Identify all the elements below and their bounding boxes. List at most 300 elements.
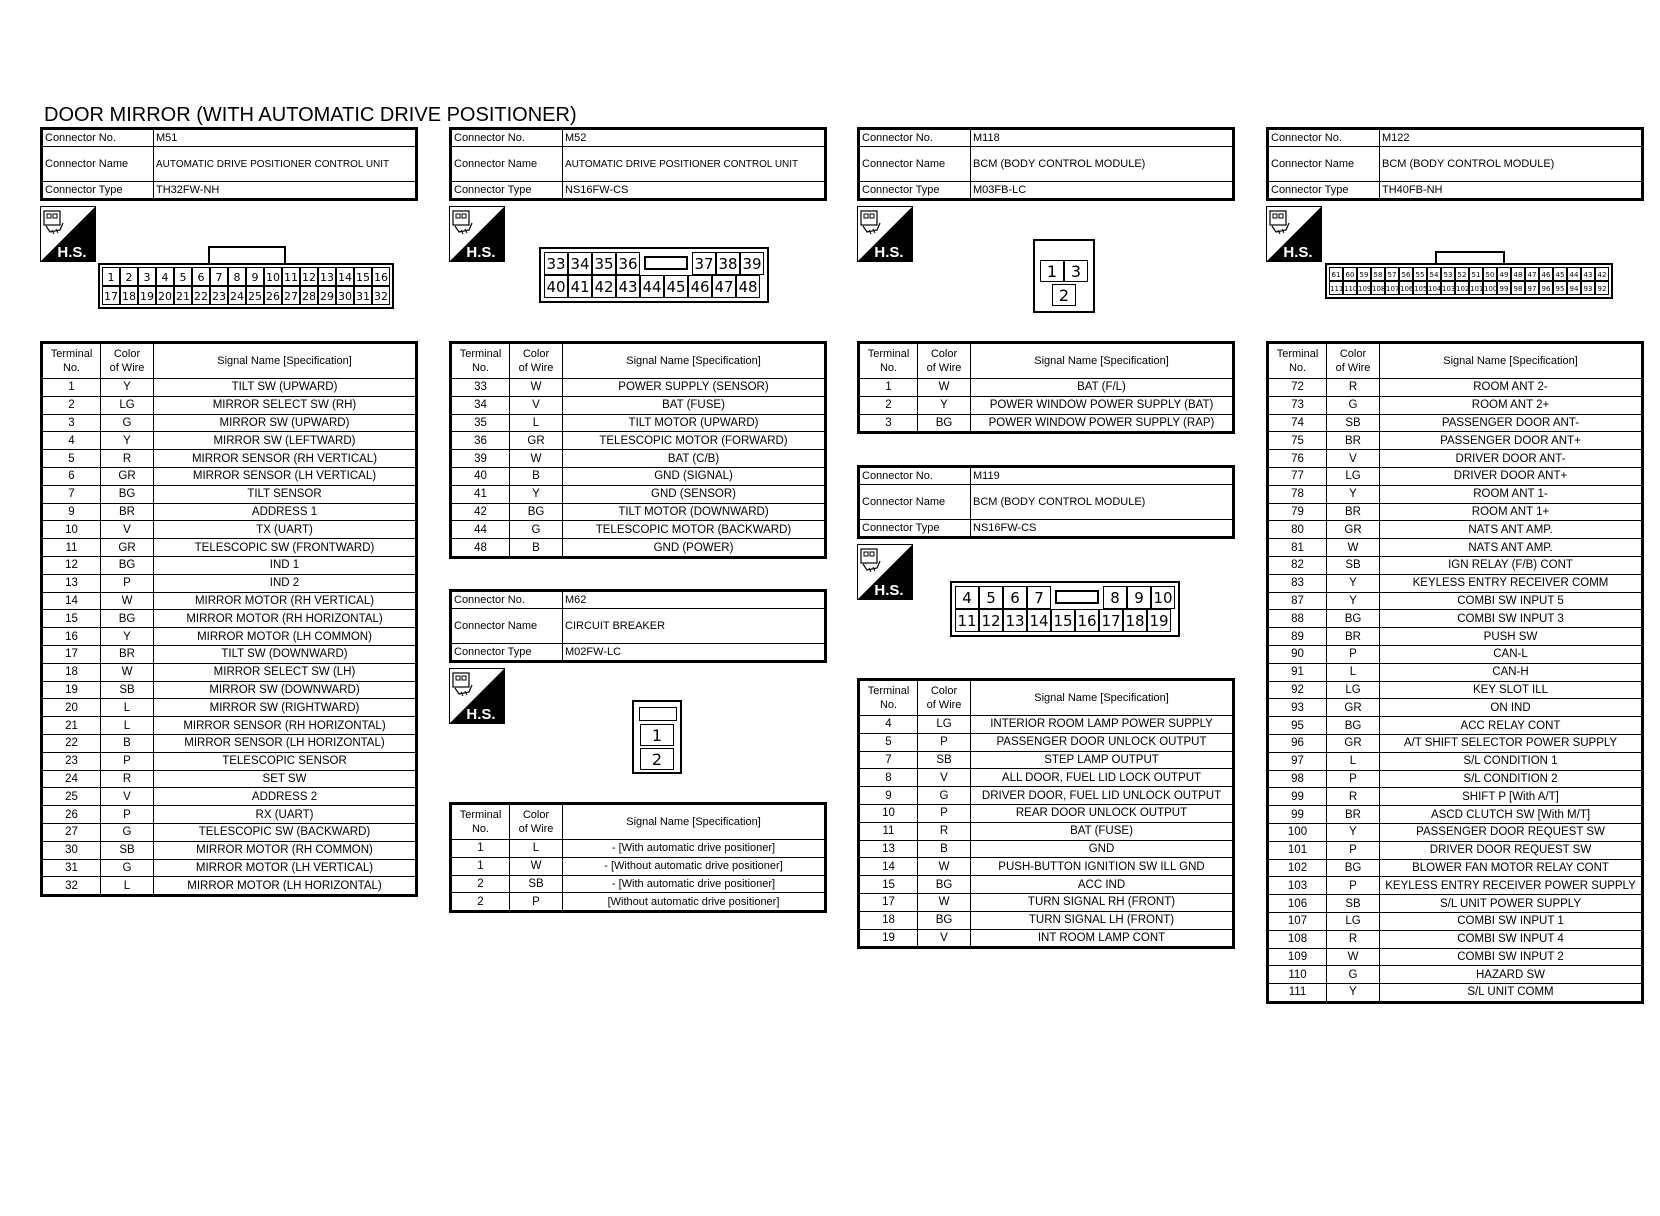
table-row: [43, 645, 416, 663]
table-row: [860, 929, 1233, 947]
signal-name-cell: ON IND: [1380, 699, 1642, 717]
harness-side-icon: [40, 206, 96, 262]
signal-name-cell: IND 2: [154, 574, 416, 592]
signal-name-cell: DRIVER DOOR, FUEL LID UNLOCK OUTPUT: [971, 787, 1233, 805]
signal-name-cell: MIRROR SENSOR (RH HORIZONTAL): [154, 717, 416, 735]
connector-name-value: BCM (BODY CONTROL MODULE): [1380, 147, 1642, 182]
connector-pin: 3: [138, 267, 156, 286]
wire-color-cell: P: [1327, 645, 1380, 663]
terminal-no-cell: 36: [452, 432, 510, 450]
wire-color-cell: W: [918, 379, 971, 397]
connector-name-value: BCM (BODY CONTROL MODULE): [971, 147, 1233, 182]
wire-color-cell: BG: [101, 556, 154, 574]
signal-name-cell: TELESCOPIC SENSOR: [154, 752, 416, 770]
connector-pin: 47: [712, 275, 736, 298]
terminal-no-cell: 35: [452, 414, 510, 432]
connector-pin: 43: [616, 275, 640, 298]
connector-face-m62: [632, 700, 682, 774]
table-row: [860, 840, 1233, 858]
signal-name-cell: BAT (C/B): [563, 450, 825, 468]
connector-name-label: Connector Name: [860, 485, 971, 520]
connector-pin: 61: [1329, 267, 1343, 281]
wire-color-cell: R: [918, 822, 971, 840]
table-header: [452, 805, 825, 840]
table-row: [43, 574, 416, 592]
connector-no-value: M52: [563, 130, 825, 147]
wire-color-cell: W: [918, 893, 971, 911]
terminal-no-cell: 73: [1269, 396, 1327, 414]
connector-pin: 107: [1385, 281, 1399, 295]
wire-color-cell: L: [1327, 663, 1380, 681]
table-row: [1269, 396, 1642, 414]
terminal-table-m62: [449, 802, 827, 913]
connector-face-m122: [1325, 251, 1613, 299]
connector-pin: 33: [544, 252, 568, 275]
connector-pin: 2: [120, 267, 138, 286]
wire-color-cell: V: [101, 788, 154, 806]
connector-info-m119: [857, 465, 1235, 539]
terminal-no-cell: 9: [43, 503, 101, 521]
signal-name-cell: - [Without automatic drive positioner]: [563, 857, 825, 875]
signal-name-cell: BAT (F/L): [971, 379, 1233, 397]
signal-name-cell: ACC IND: [971, 876, 1233, 894]
signal-name-cell: TILT MOTOR (DOWNWARD): [563, 503, 825, 521]
connector-lock-tab: [1435, 251, 1505, 265]
table-row: [1269, 877, 1642, 895]
connector-pin: 110: [1343, 281, 1357, 295]
terminal-no-cell: 8: [860, 769, 918, 787]
connector-pin: 100: [1483, 281, 1497, 295]
signal-name-cell: [Without automatic drive positioner]: [563, 893, 825, 911]
connector-pin: 32: [372, 286, 390, 305]
terminal-no-cell: 11: [43, 539, 101, 557]
terminal-no-cell: 102: [1269, 859, 1327, 877]
connector-pin: 101: [1469, 281, 1483, 295]
wire-color-cell: BR: [1327, 503, 1380, 521]
terminal-no-cell: 99: [1269, 806, 1327, 824]
terminal-no-cell: 31: [43, 859, 101, 877]
wire-color-header: Color of Wire: [510, 344, 563, 379]
terminal-no-cell: 22: [43, 734, 101, 752]
terminal-no-cell: 1: [452, 857, 510, 875]
connector-no-label: Connector No.: [860, 468, 971, 485]
connector-pin: 12: [979, 609, 1003, 632]
connector-pin: 109: [1357, 281, 1371, 295]
wire-color-cell: L: [101, 717, 154, 735]
terminal-no-cell: 14: [860, 858, 918, 876]
wire-color-cell: BG: [1327, 610, 1380, 628]
terminal-no-cell: 82: [1269, 556, 1327, 574]
terminal-no-header: Terminal No.: [452, 805, 510, 840]
terminal-no-cell: 81: [1269, 539, 1327, 557]
wire-color-cell: B: [510, 539, 563, 557]
table-row: [1269, 467, 1642, 485]
wire-color-cell: G: [101, 823, 154, 841]
signal-name-cell: PASSENGER DOOR UNLOCK OUTPUT: [971, 733, 1233, 751]
table-row: [1269, 592, 1642, 610]
pin-2: 2: [640, 748, 674, 770]
wire-color-cell: BG: [1327, 717, 1380, 735]
connector-pin: 93: [1581, 281, 1595, 295]
wire-color-cell: R: [101, 770, 154, 788]
connector-no-value: M122: [1380, 130, 1642, 147]
wire-color-cell: P: [101, 806, 154, 824]
connector-lock: [644, 256, 688, 270]
signal-name-cell: TILT SENSOR: [154, 485, 416, 503]
wire-color-cell: W: [510, 379, 563, 397]
connector-pin: 36: [616, 252, 640, 275]
connector-pin: 102: [1455, 281, 1469, 295]
signal-name-cell: ACC RELAY CONT: [1380, 717, 1642, 735]
signal-name-cell: IND 1: [154, 556, 416, 574]
table-row: [43, 379, 416, 397]
connector-pin: 10: [1151, 586, 1175, 609]
terminal-table-m52: [449, 341, 827, 559]
connector-pin: 9: [246, 267, 264, 286]
terminal-table-m119: [857, 678, 1235, 949]
signal-name-cell: GND (SIGNAL): [563, 467, 825, 485]
connector-name-label: Connector Name: [452, 609, 563, 644]
wire-color-cell: V: [1327, 450, 1380, 468]
table-row: [1269, 788, 1642, 806]
table-row: [860, 876, 1233, 894]
table-header: [860, 681, 1233, 716]
terminal-no-cell: 88: [1269, 610, 1327, 628]
table-row: [452, 396, 825, 414]
wire-color-cell: P: [918, 733, 971, 751]
terminal-no-cell: 7: [860, 751, 918, 769]
terminal-no-cell: 20: [43, 699, 101, 717]
signal-name-cell: ASCD CLUTCH SW [With M/T]: [1380, 806, 1642, 824]
pin-row: [955, 586, 1175, 609]
signal-name-header: Signal Name [Specification]: [563, 344, 825, 379]
signal-name-cell: MIRROR SENSOR (LH VERTICAL): [154, 467, 416, 485]
wire-color-cell: Y: [101, 379, 154, 397]
terminal-no-cell: 92: [1269, 681, 1327, 699]
connector-pin: 98: [1511, 281, 1525, 295]
connector-pin: 23: [210, 286, 228, 305]
table-row: [452, 539, 825, 557]
connector-pin: 55: [1413, 267, 1427, 281]
table-row: [860, 733, 1233, 751]
table-row: [1269, 823, 1642, 841]
signal-name-cell: COMBI SW INPUT 5: [1380, 592, 1642, 610]
terminal-no-cell: 96: [1269, 734, 1327, 752]
harness-side-icon: [449, 668, 505, 724]
table-row: [43, 841, 416, 859]
terminal-no-cell: 106: [1269, 895, 1327, 913]
table-row: [1269, 663, 1642, 681]
signal-name-cell: TILT SW (DOWNWARD): [154, 645, 416, 663]
connector-info-m52: [449, 127, 827, 201]
terminal-no-cell: 25: [43, 788, 101, 806]
connector-lock: [639, 707, 677, 721]
wire-color-cell: GR: [1327, 521, 1380, 539]
table-row: [43, 699, 416, 717]
connector-name-label: Connector Name: [860, 147, 971, 182]
signal-name-cell: - [With automatic drive positioner]: [563, 875, 825, 893]
signal-name-cell: ADDRESS 2: [154, 788, 416, 806]
terminal-no-cell: 30: [43, 841, 101, 859]
connector-type-label: Connector Type: [452, 644, 563, 661]
table-row: [43, 770, 416, 788]
signal-name-cell: SET SW: [154, 770, 416, 788]
terminal-no-header: Terminal No.: [1269, 344, 1327, 379]
signal-name-cell: MIRROR SENSOR (LH HORIZONTAL): [154, 734, 416, 752]
signal-name-cell: RX (UART): [154, 806, 416, 824]
terminal-no-cell: 100: [1269, 823, 1327, 841]
table-row: [43, 467, 416, 485]
signal-name-cell: DRIVER DOOR ANT-: [1380, 450, 1642, 468]
connector-pin: 18: [1123, 609, 1147, 632]
table-row: [43, 788, 416, 806]
terminal-no-cell: 5: [860, 733, 918, 751]
wire-color-cell: SB: [510, 875, 563, 893]
signal-name-cell: TELESCOPIC MOTOR (FORWARD): [563, 432, 825, 450]
signal-name-cell: S/L UNIT COMM: [1380, 984, 1642, 1002]
signal-name-cell: MIRROR SELECT SW (LH): [154, 663, 416, 681]
connector-pin: 44: [640, 275, 664, 298]
table-row: [1269, 645, 1642, 663]
wire-color-cell: Y: [1327, 984, 1380, 1002]
signal-name-cell: MIRROR MOTOR (LH VERTICAL): [154, 859, 416, 877]
terminal-no-cell: 5: [43, 450, 101, 468]
connector-name-value: BCM (BODY CONTROL MODULE): [971, 485, 1233, 520]
table-row: [43, 592, 416, 610]
signal-name-cell: COMBI SW INPUT 2: [1380, 948, 1642, 966]
connector-type-value: NS16FW-CS: [563, 182, 825, 199]
connector-no-label: Connector No.: [43, 130, 154, 147]
connector-pin: 46: [688, 275, 712, 298]
wire-color-cell: W: [101, 592, 154, 610]
connector-pin: 60: [1343, 267, 1357, 281]
hs-label: H.S.: [466, 244, 496, 261]
terminal-no-cell: 19: [860, 929, 918, 947]
terminal-no-cell: 48: [452, 539, 510, 557]
table-row: [452, 521, 825, 539]
connector-pin: 30: [336, 286, 354, 305]
table-row: [43, 717, 416, 735]
signal-name-cell: TELESCOPIC MOTOR (BACKWARD): [563, 521, 825, 539]
table-row: [860, 769, 1233, 787]
connector-type-value: M03FB-LC: [971, 182, 1233, 199]
pin-row: [1329, 267, 1609, 281]
table-row: [1269, 414, 1642, 432]
signal-name-cell: ROOM ANT 1+: [1380, 503, 1642, 521]
connector-lock-tab: [208, 246, 286, 264]
signal-name-cell: MIRROR SW (DOWNWARD): [154, 681, 416, 699]
hs-icon: [857, 206, 913, 267]
table-row: [1269, 485, 1642, 503]
terminal-no-cell: 1: [43, 379, 101, 397]
connector-pin: 28: [300, 286, 318, 305]
table-row: [452, 840, 825, 858]
wire-color-cell: G: [1327, 396, 1380, 414]
hs-label: H.S.: [874, 582, 904, 599]
connector-type-label: Connector Type: [860, 182, 971, 199]
connector-pin: 111: [1329, 281, 1343, 295]
pin-row: [544, 275, 764, 298]
hs-icon: [449, 668, 505, 729]
terminal-no-cell: 23: [43, 752, 101, 770]
wire-color-cell: Y: [1327, 823, 1380, 841]
signal-name-cell: GND (SENSOR): [563, 485, 825, 503]
signal-name-cell: TILT MOTOR (UPWARD): [563, 414, 825, 432]
wire-color-cell: Y: [101, 432, 154, 450]
wire-color-header: Color of Wire: [918, 344, 971, 379]
terminal-no-cell: 19: [43, 681, 101, 699]
connector-type-label: Connector Type: [1269, 182, 1380, 199]
connector-name-label: Connector Name: [43, 147, 154, 182]
connector-pin: 35: [592, 252, 616, 275]
signal-name-cell: PASSENGER DOOR ANT-: [1380, 414, 1642, 432]
table-row: [43, 556, 416, 574]
table-row: [1269, 574, 1642, 592]
table-row: [43, 823, 416, 841]
wire-color-cell: L: [510, 414, 563, 432]
table-row: [1269, 734, 1642, 752]
terminal-no-cell: 18: [860, 911, 918, 929]
table-row: [1269, 379, 1642, 397]
wire-color-cell: LG: [101, 396, 154, 414]
terminal-no-cell: 87: [1269, 592, 1327, 610]
wire-color-cell: V: [918, 769, 971, 787]
table-row: [452, 414, 825, 432]
wire-color-cell: W: [918, 858, 971, 876]
signal-name-cell: ROOM ANT 2+: [1380, 396, 1642, 414]
terminal-no-cell: 18: [43, 663, 101, 681]
wire-color-cell: SB: [1327, 414, 1380, 432]
wire-color-cell: G: [1327, 966, 1380, 984]
terminal-no-cell: 16: [43, 628, 101, 646]
terminal-no-cell: 6: [43, 467, 101, 485]
connector-pin: 104: [1427, 281, 1441, 295]
table-header: [43, 344, 416, 379]
wire-color-cell: P: [510, 893, 563, 911]
signal-name-cell: PUSH-BUTTON IGNITION SW ILL GND: [971, 858, 1233, 876]
terminal-no-cell: 9: [860, 787, 918, 805]
terminal-no-cell: 78: [1269, 485, 1327, 503]
pin-1: 1: [1040, 260, 1064, 282]
signal-name-cell: REAR DOOR UNLOCK OUTPUT: [971, 804, 1233, 822]
table-row: [1269, 610, 1642, 628]
connector-pin: 7: [1027, 586, 1051, 609]
table-row: [1269, 521, 1642, 539]
wire-color-header: Color of Wire: [101, 344, 154, 379]
connector-pin: 1: [102, 267, 120, 286]
table-row: [43, 414, 416, 432]
terminal-no-cell: 3: [43, 414, 101, 432]
table-row: [43, 877, 416, 895]
table-row: [860, 716, 1233, 734]
terminal-table-m122: [1266, 341, 1644, 1004]
signal-name-cell: MIRROR SELECT SW (RH): [154, 396, 416, 414]
signal-name-cell: ROOM ANT 1-: [1380, 485, 1642, 503]
connector-pin: 46: [1539, 267, 1553, 281]
connector-pin: 48: [1511, 267, 1525, 281]
wire-color-cell: P: [101, 574, 154, 592]
connector-face-m118: [1033, 239, 1095, 313]
terminal-no-cell: 109: [1269, 948, 1327, 966]
table-row: [1269, 930, 1642, 948]
signal-name-cell: TURN SIGNAL LH (FRONT): [971, 911, 1233, 929]
table-row: [860, 414, 1233, 432]
wire-color-cell: GR: [510, 432, 563, 450]
terminal-no-cell: 14: [43, 592, 101, 610]
signal-name-cell: DRIVER DOOR REQUEST SW: [1380, 841, 1642, 859]
signal-name-cell: MIRROR SW (UPWARD): [154, 414, 416, 432]
terminal-no-cell: 80: [1269, 521, 1327, 539]
connector-pin: 53: [1441, 267, 1455, 281]
terminal-no-cell: 3: [860, 414, 918, 432]
connector-pin: 94: [1567, 281, 1581, 295]
connector-no-label: Connector No.: [1269, 130, 1380, 147]
terminal-no-cell: 15: [860, 876, 918, 894]
connector-pin: 44: [1567, 267, 1581, 281]
table-row: [43, 539, 416, 557]
wire-color-cell: Y: [918, 396, 971, 414]
signal-name-cell: NATS ANT AMP.: [1380, 521, 1642, 539]
table-row: [43, 859, 416, 877]
hs-icon: [449, 206, 505, 267]
wire-color-cell: W: [1327, 539, 1380, 557]
terminal-no-cell: 1: [860, 379, 918, 397]
wire-color-header: Color of Wire: [510, 805, 563, 840]
table-row: [860, 822, 1233, 840]
connector-type-value: M02FW-LC: [563, 644, 825, 661]
table-row: [860, 893, 1233, 911]
wire-color-cell: BG: [510, 503, 563, 521]
connector-no-value: M51: [154, 130, 416, 147]
connector-pin: 7: [210, 267, 228, 286]
table-row: [452, 875, 825, 893]
connector-pin: 43: [1581, 267, 1595, 281]
wire-color-cell: P: [101, 752, 154, 770]
terminal-no-cell: 90: [1269, 645, 1327, 663]
terminal-no-cell: 17: [43, 645, 101, 663]
signal-name-cell: S/L UNIT POWER SUPPLY: [1380, 895, 1642, 913]
wire-color-header: Color of Wire: [1327, 344, 1380, 379]
wire-color-cell: B: [510, 467, 563, 485]
signal-name-cell: BLOWER FAN MOTOR RELAY CONT: [1380, 859, 1642, 877]
wire-color-cell: BR: [1327, 628, 1380, 646]
terminal-no-cell: 33: [452, 379, 510, 397]
table-row: [43, 752, 416, 770]
table-row: [860, 751, 1233, 769]
hs-icon: [857, 544, 913, 605]
connector-pin: 99: [1497, 281, 1511, 295]
table-row: [1269, 556, 1642, 574]
connector-pin: 16: [1075, 609, 1099, 632]
connector-face-m51: [98, 247, 394, 309]
table-row: [1269, 841, 1642, 859]
wire-color-cell: Y: [510, 485, 563, 503]
signal-name-cell: MIRROR MOTOR (LH HORIZONTAL): [154, 877, 416, 895]
signal-name-cell: INT ROOM LAMP CONT: [971, 929, 1233, 947]
table-row: [1269, 503, 1642, 521]
wire-color-cell: BG: [918, 414, 971, 432]
connector-pin: 4: [156, 267, 174, 286]
wire-color-cell: SB: [1327, 556, 1380, 574]
connector-pin: 5: [174, 267, 192, 286]
connector-type-label: Connector Type: [452, 182, 563, 199]
terminal-no-cell: 12: [43, 556, 101, 574]
connector-pin: 13: [1003, 609, 1027, 632]
wire-color-cell: R: [1327, 788, 1380, 806]
connector-pin: 19: [1147, 609, 1171, 632]
signal-name-cell: MIRROR MOTOR (RH VERTICAL): [154, 592, 416, 610]
signal-name-cell: CAN-L: [1380, 645, 1642, 663]
